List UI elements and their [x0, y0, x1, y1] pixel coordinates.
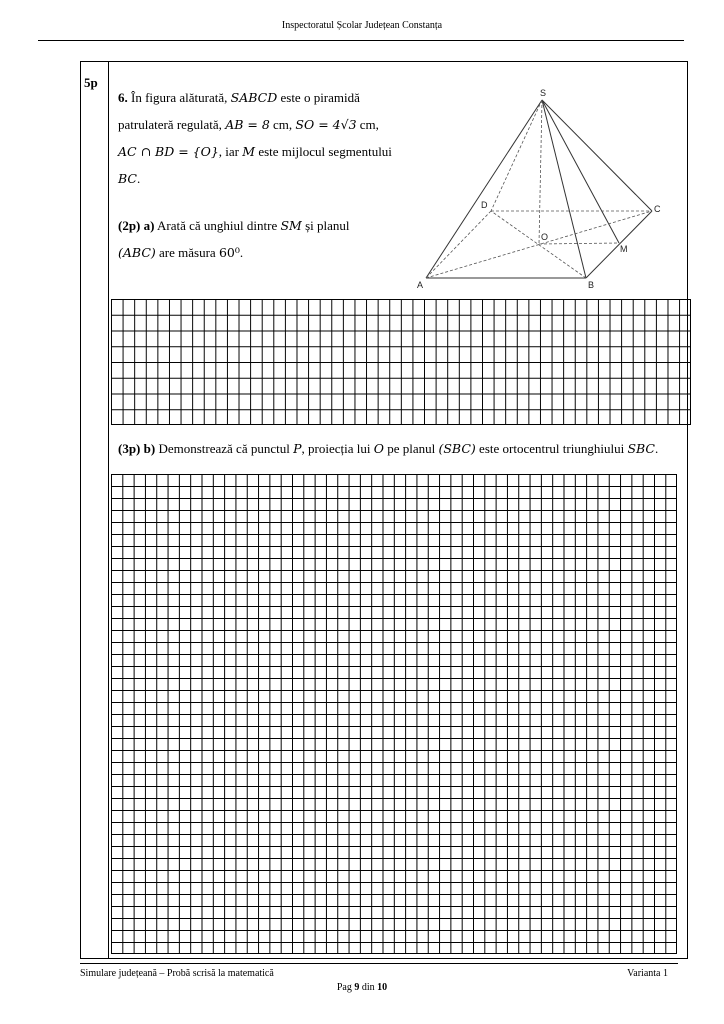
pyramid-figure: [408, 80, 680, 294]
statement-text-3: cm,: [273, 117, 293, 132]
exercise-score: 5p: [84, 75, 98, 90]
statement-text-5: , iar: [218, 144, 240, 159]
footer-variant: Varianta 1: [627, 968, 668, 979]
label-o: O: [541, 232, 549, 242]
exercise-statement: [118, 84, 408, 192]
part-b-question: [118, 439, 684, 459]
part-b-points: (3p) b): [118, 441, 156, 456]
exercise-number: 6.: [118, 90, 128, 105]
part-a-math-3: 60⁰: [218, 245, 240, 260]
header-divider: [38, 40, 684, 41]
part-b-math-3: (SBC): [438, 441, 476, 456]
part-b-text-3: pe planul: [387, 441, 436, 456]
edge-sa: [426, 100, 542, 278]
statement-math-4: AC ∩ BD = {O}: [118, 144, 219, 159]
part-b-math-1: P: [293, 441, 302, 456]
edge-sc: [542, 100, 652, 211]
page-mid: din: [361, 982, 375, 993]
statement-text-1: În figura alăturată,: [131, 90, 228, 105]
page-header: Inspectoratul Școlar Județean Constanța: [281, 20, 443, 31]
segment-om: [539, 243, 619, 244]
label-a: A: [417, 280, 424, 290]
part-b-text-1: Demonstrează că punctul: [158, 441, 290, 456]
part-a-text-3: are măsura: [159, 245, 216, 260]
part-a-text-4: .: [239, 245, 244, 260]
part-a-question: [118, 212, 408, 266]
part-a-math-2: (ABC): [118, 245, 156, 260]
page-total: 10: [377, 982, 388, 993]
score-column: [80, 61, 109, 959]
part-b-math-2: O: [373, 441, 384, 456]
statement-math-3: SO = 4√3: [295, 117, 357, 132]
answer-grid-a[interactable]: [111, 299, 691, 425]
page-prefix: Pag: [336, 982, 352, 993]
part-a-math-1: SM: [280, 218, 302, 233]
statement-math-5: M: [242, 144, 256, 159]
label-c: C: [654, 204, 661, 214]
label-m: M: [620, 244, 628, 254]
statement-math-1: SABCD: [230, 90, 278, 105]
part-b-text-5: .: [654, 441, 659, 456]
label-b: B: [588, 280, 595, 290]
edge-so: [539, 100, 542, 244]
statement-math-2: AB = 8: [225, 117, 270, 132]
edge-sm: [542, 100, 619, 243]
statement-text-7: .: [136, 171, 141, 186]
edge-da: [426, 211, 491, 278]
answer-grid-b[interactable]: [111, 474, 677, 954]
footer-page-number: [0, 982, 724, 993]
statement-text-6: este mijlocul segmentului: [258, 144, 392, 159]
statement-text-2: este o piramidă patrulateră regulată,: [118, 90, 360, 132]
footer-divider: [80, 963, 678, 964]
part-a-points: (2p) a): [118, 218, 155, 233]
part-a-text-1: Arată că unghiul dintre: [157, 218, 278, 233]
label-s: S: [540, 88, 547, 98]
part-b-text-4: este ortocentrul triunghiului: [479, 441, 625, 456]
edge-sd: [491, 100, 542, 211]
page-current: 9: [354, 982, 360, 993]
footer-exam-title: Simulare județeană – Probă scrisă la matematică: [80, 968, 274, 979]
statement-math-6: BC: [118, 171, 137, 186]
part-b-math-4: SBC: [627, 441, 655, 456]
part-b-text-2: , proiecția lui: [301, 441, 371, 456]
label-d: D: [481, 200, 488, 210]
part-a-text-2: și planul: [305, 218, 350, 233]
statement-text-4: cm,: [359, 117, 379, 132]
